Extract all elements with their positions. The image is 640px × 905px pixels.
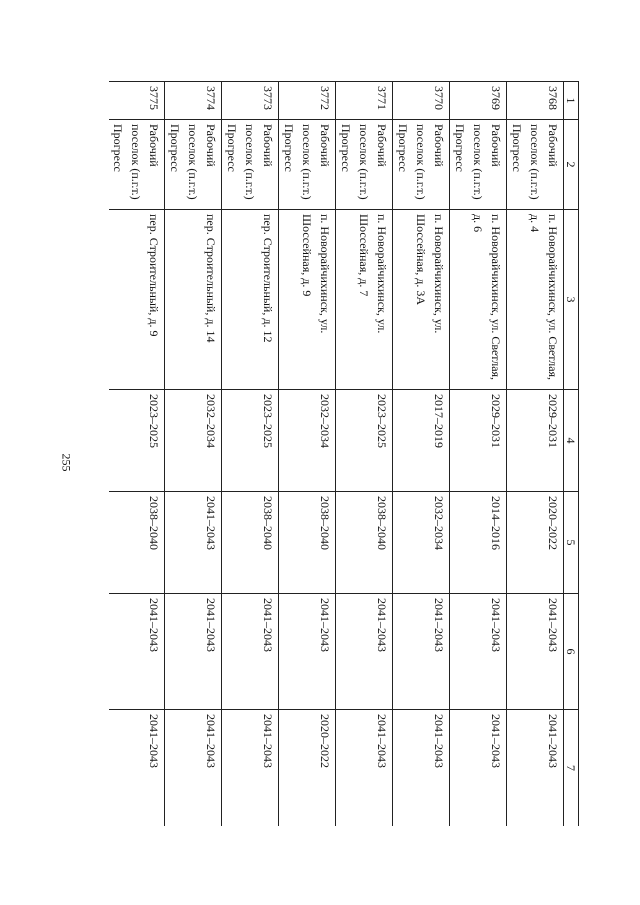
address-cell: п. Новорайчихинск, ул. Светлая, д. 4 [507,210,564,390]
table-row [222,82,279,827]
period-cell: 2023–2025 [109,390,165,492]
settlement-cell: Рабочий поселок (п.г.т.) Прогресс [393,120,450,210]
period-cell: 2041–2043 [222,710,279,827]
row-number-cell: 3772 [279,82,336,120]
table-container [109,81,579,826]
address-cell: пер. Строительный, д. 12 [222,210,279,390]
table-row [450,82,507,827]
row-number-cell: 3774 [165,82,222,120]
data-table [109,81,579,826]
column-header: 3 [564,210,579,390]
period-cell: 2020–2022 [507,492,564,594]
page-number-text: 255 [59,453,74,471]
period-cell: 2038–2040 [109,492,165,594]
table-row [165,82,222,827]
row-number-cell: 3769 [450,82,507,120]
column-header: 2 [564,120,579,210]
address-cell: п. Новорайчихинск, ул. Светлая, д. 6 [450,210,507,390]
period-cell: 2041–2043 [336,594,393,710]
period-cell: 2041–2043 [109,710,165,827]
rotated-table [109,81,579,826]
column-header: 4 [564,390,579,492]
settlement-cell: Рабочий поселок (п.г.т.) Прогресс [279,120,336,210]
period-cell: 2041–2043 [507,710,564,827]
period-cell: 2038–2040 [222,492,279,594]
period-cell: 2038–2040 [336,492,393,594]
row-number-cell: 3771 [336,82,393,120]
settlement-cell: Рабочий поселок (п.г.т.) Прогресс [109,120,165,210]
period-cell: 2032–2034 [165,390,222,492]
column-header: 5 [564,492,579,594]
period-cell: 2014–2016 [450,492,507,594]
row-number-cell: 3770 [393,82,450,120]
period-cell: 2041–2043 [450,710,507,827]
period-cell: 2041–2043 [507,594,564,710]
period-cell: 2041–2043 [450,594,507,710]
period-cell: 2017–2019 [393,390,450,492]
period-cell: 2038–2040 [279,492,336,594]
period-cell: 2041–2043 [393,594,450,710]
row-number-cell: 3768 [507,82,564,120]
settlement-cell: Рабочий поселок (п.г.т.) Прогресс [165,120,222,210]
settlement-cell: Рабочий поселок (п.г.т.) Прогресс [336,120,393,210]
table-row [507,82,564,827]
address-cell: пер. Строительный, д. 14 [165,210,222,390]
column-header: 6 [564,594,579,710]
period-cell: 2041–2043 [222,594,279,710]
settlement-cell: Рабочий поселок (п.г.т.) Прогресс [507,120,564,210]
period-cell: 2041–2043 [279,594,336,710]
period-cell: 2041–2043 [109,594,165,710]
period-cell: 2023–2025 [222,390,279,492]
address-cell: пер. Строительный, д. 9 [109,210,165,390]
table-row [109,82,165,827]
address-cell: п. Новорайчихинск, ул. Шоссейная, д. 7 [336,210,393,390]
period-cell: 2041–2043 [336,710,393,827]
column-header: 7 [564,710,579,827]
period-cell: 2029–2031 [507,390,564,492]
row-number-cell: 3775 [109,82,165,120]
period-cell: 2041–2043 [165,492,222,594]
row-number-cell: 3773 [222,82,279,120]
period-cell: 2029–2031 [450,390,507,492]
column-header: 1 [564,82,579,120]
address-cell: п. Новорайчихинск, ул. Шоссейная, д. 9 [279,210,336,390]
period-cell: 2032–2034 [393,492,450,594]
table-row [393,82,450,827]
period-cell: 2032–2034 [279,390,336,492]
settlement-cell: Рабочий поселок (п.г.т.) Прогресс [222,120,279,210]
period-cell: 2041–2043 [165,710,222,827]
table-row [336,82,393,827]
page-number [56,452,76,472]
address-cell: п. Новорайчихинск, ул. Шоссейная, д. 3А [393,210,450,390]
period-cell: 2020–2022 [279,710,336,827]
table-row [279,82,336,827]
settlement-cell: Рабочий поселок (п.г.т.) Прогресс [450,120,507,210]
period-cell: 2041–2043 [165,594,222,710]
header-row [564,82,579,827]
period-cell: 2041–2043 [393,710,450,827]
period-cell: 2023–2025 [336,390,393,492]
